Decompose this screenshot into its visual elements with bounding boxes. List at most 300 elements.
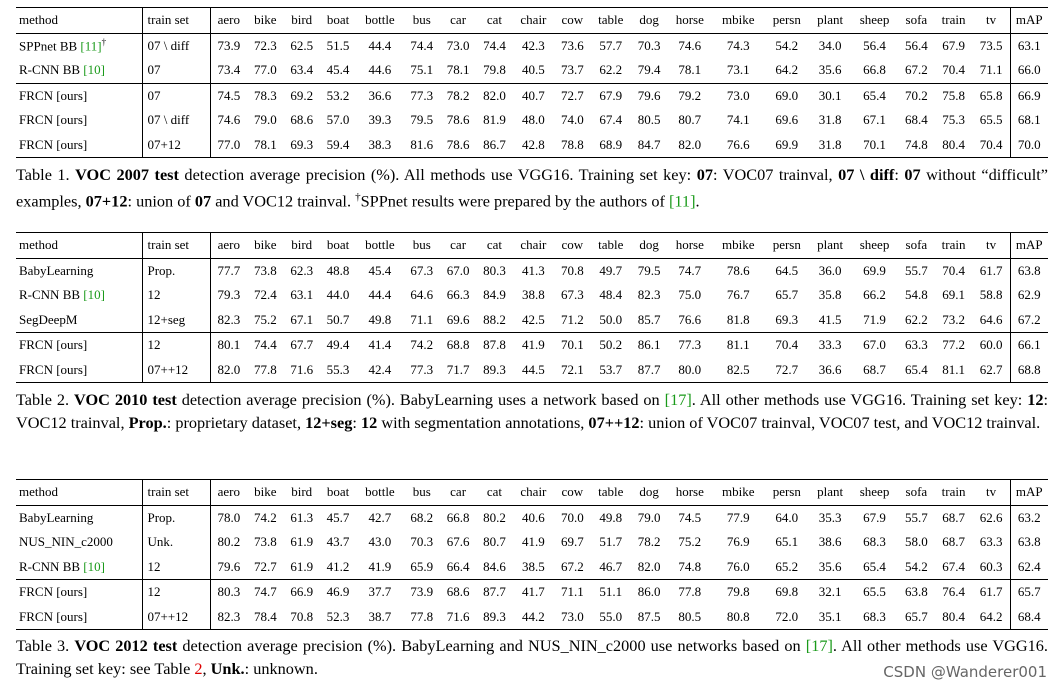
ap-value-cell: 50.0 <box>599 311 623 327</box>
ap-value-cell: 65.5 <box>851 580 898 605</box>
ap-value-cell: 62.7 <box>973 358 1010 383</box>
ap-value-cell: 69.7 <box>560 534 584 550</box>
ap-value-cell: 63.2 <box>1010 505 1048 530</box>
column-header: mAP <box>1010 233 1048 259</box>
column-header: dog <box>631 233 667 259</box>
ap-value-cell: 77.3 <box>404 83 440 108</box>
ap-value-cell: 89.3 <box>476 358 512 383</box>
ap-value-cell: 69.6 <box>775 112 799 128</box>
ap-value-cell: 67.4 <box>599 112 623 128</box>
ap-value-cell: 62.5 <box>290 37 314 53</box>
ap-value-cell: 67.0 <box>446 262 470 278</box>
ap-value-cell: 62.2 <box>904 311 928 327</box>
ap-value-cell: 64.6 <box>979 311 1003 327</box>
ap-value-cell: 82.0 <box>637 558 661 574</box>
method-cell <box>16 258 142 283</box>
ap-value-cell: 73.9 <box>404 580 440 605</box>
ap-value-cell: 82.0 <box>476 83 512 108</box>
caption-text: detection average precision (%). All methods use VGG16. Training set key: <box>178 165 697 184</box>
ap-value-cell: 82.0 <box>210 358 247 383</box>
ap-value-cell: 66.9 <box>284 580 320 605</box>
ap-value-cell: 76.6 <box>712 133 764 158</box>
ap-value-cell: 41.5 <box>818 311 842 327</box>
table-row <box>16 108 1048 133</box>
ap-value-cell: 68.7 <box>942 509 965 525</box>
ap-value-cell: 41.9 <box>513 333 555 358</box>
ap-value-cell: 51.7 <box>599 534 623 550</box>
ap-value-cell: 56.4 <box>863 37 886 53</box>
column-header: bottle <box>356 8 403 34</box>
ap-value-cell: 36.6 <box>356 83 403 108</box>
table-row <box>16 358 1048 383</box>
ap-value-cell: 72.0 <box>764 605 809 630</box>
method-name: FRCN [ours] <box>19 112 88 128</box>
ap-value-cell: 67.2 <box>904 62 928 78</box>
ap-value-cell: 62.6 <box>979 509 1003 525</box>
ap-value-cell: 76.4 <box>935 580 973 605</box>
method-name: SegDeepM <box>19 311 78 327</box>
column-header: persn <box>764 480 809 506</box>
table2-caption <box>16 388 1048 434</box>
ap-value-cell: 63.8 <box>1010 258 1048 283</box>
ap-value-cell: 72.4 <box>253 287 277 303</box>
ap-value-cell: 75.2 <box>678 534 702 550</box>
caption-text: : unknown. <box>244 659 318 678</box>
ap-value-cell: 87.7 <box>631 358 667 383</box>
ap-value-cell: 67.1 <box>290 311 314 327</box>
method-cell <box>16 605 142 630</box>
ap-value-cell: 48.4 <box>599 287 623 303</box>
ap-value-cell: 69.9 <box>764 133 809 158</box>
ap-value-cell: 74.2 <box>253 509 277 525</box>
footnote-mark: † <box>101 37 107 48</box>
ap-value-cell: 52.3 <box>320 605 356 630</box>
ap-value-cell: 74.6 <box>210 108 247 133</box>
column-header: boat <box>320 233 356 259</box>
ap-value-cell: 78.2 <box>440 83 476 108</box>
train-set-cell: 07+12 <box>142 133 210 158</box>
ap-value-cell: 48.8 <box>326 262 350 278</box>
citation-link: [11] <box>80 38 102 54</box>
ap-value-cell: 72.1 <box>554 358 590 383</box>
column-header: horse <box>667 233 712 259</box>
ap-value-cell: 70.4 <box>942 262 965 278</box>
ap-value-cell: 78.3 <box>247 83 283 108</box>
ap-value-cell: 71.6 <box>440 605 476 630</box>
train-set-cell: Unk. <box>142 530 210 555</box>
ap-value-cell: 68.9 <box>591 133 631 158</box>
ap-value-cell: 80.2 <box>483 509 506 525</box>
ap-value-cell: 42.5 <box>522 311 545 327</box>
caption-text: 07 <box>194 191 212 211</box>
table-row <box>16 33 1048 58</box>
method-cell <box>16 505 142 530</box>
column-header: bike <box>247 233 283 259</box>
ap-value-cell: 63.8 <box>1010 530 1048 555</box>
ap-value-cell: 69.0 <box>764 83 809 108</box>
citation-link: [10] <box>83 558 105 574</box>
ap-value-cell: 69.3 <box>775 311 799 327</box>
column-header: aero <box>210 233 247 259</box>
ap-value-cell: 68.6 <box>440 580 476 605</box>
ap-value-cell: 35.6 <box>818 62 842 78</box>
ap-value-cell: 74.7 <box>247 580 283 605</box>
ap-value-cell: 74.4 <box>247 333 283 358</box>
ap-value-cell: 46.9 <box>320 580 356 605</box>
train-set-cell: 07 \ diff <box>142 108 210 133</box>
method-cell <box>16 83 142 108</box>
ap-value-cell: 42.7 <box>368 509 392 525</box>
caption-text: Unk. <box>210 659 245 678</box>
column-header: bird <box>284 480 320 506</box>
ap-value-cell: 66.0 <box>1010 58 1048 83</box>
column-header: boat <box>320 480 356 506</box>
column-header: method <box>16 233 142 259</box>
method-name: FRCN [ours] <box>19 608 88 624</box>
ap-value-cell: 41.2 <box>326 558 350 574</box>
column-header: bottle <box>356 233 403 259</box>
ap-value-cell: 38.7 <box>356 605 403 630</box>
method-cell <box>16 58 142 83</box>
method-name: R-CNN BB <box>19 287 81 303</box>
ap-value-cell: 82.3 <box>210 605 247 630</box>
table1-caption <box>16 163 1048 212</box>
ap-value-cell: 78.8 <box>554 133 590 158</box>
column-header: train <box>935 480 973 506</box>
ap-value-cell: 70.1 <box>851 133 898 158</box>
ap-value-cell: 41.9 <box>522 534 545 550</box>
train-set-cell: 07 \ diff <box>142 33 210 58</box>
ap-value-cell: 71.2 <box>560 311 584 327</box>
caption-text: : union of VOC07 trainval, VOC07 test, and VOC12 trainval. <box>639 413 1041 432</box>
ap-value-cell: 55.7 <box>904 509 928 525</box>
column-header: sofa <box>898 233 934 259</box>
ap-value-cell: 41.9 <box>368 558 392 574</box>
column-header: sofa <box>898 8 934 34</box>
method-name: FRCN [ours] <box>19 337 88 353</box>
column-header: car <box>440 8 476 34</box>
ap-value-cell: 64.6 <box>410 287 434 303</box>
ap-value-cell: 79.8 <box>483 62 506 78</box>
ap-value-cell: 70.0 <box>1010 133 1048 158</box>
ap-value-cell: 80.5 <box>637 112 661 128</box>
ap-value-cell: 79.0 <box>637 509 661 525</box>
ap-value-cell: 40.5 <box>522 62 545 78</box>
ap-value-cell: 62.4 <box>1010 555 1048 580</box>
ap-value-cell: 79.3 <box>210 283 247 308</box>
ap-value-cell: 75.8 <box>935 83 973 108</box>
ap-value-cell: 41.4 <box>356 333 403 358</box>
column-header: plant <box>809 233 851 259</box>
train-set-cell: 07++12 <box>142 605 210 630</box>
column-header: plant <box>809 8 851 34</box>
column-header: dog <box>631 480 667 506</box>
ap-value-cell: 42.8 <box>513 133 555 158</box>
ap-value-cell: 42.4 <box>356 358 403 383</box>
train-set-cell: 12 <box>142 333 210 358</box>
table-header-row <box>16 233 1048 259</box>
column-header: tv <box>973 480 1010 506</box>
caption-text: Prop. <box>128 413 167 432</box>
ap-value-cell: 70.8 <box>284 605 320 630</box>
column-header: chair <box>513 8 555 34</box>
ap-value-cell: 61.7 <box>973 580 1010 605</box>
ap-value-cell: 48.0 <box>522 112 545 128</box>
ap-value-cell: 68.3 <box>863 534 886 550</box>
ap-value-cell: 73.2 <box>942 311 965 327</box>
voc2010-results-table <box>16 232 1048 383</box>
column-header: train set <box>142 480 210 506</box>
method-name: NUS_NIN_c2000 <box>19 534 113 550</box>
ap-value-cell: 61.9 <box>290 534 314 550</box>
ap-value-cell: 86.7 <box>476 133 512 158</box>
caption-text: 12 <box>1027 390 1044 409</box>
voc2012-results-table <box>16 479 1048 630</box>
ap-value-cell: 72.3 <box>253 37 277 53</box>
train-set-cell: Prop. <box>142 258 210 283</box>
ap-value-cell: 79.8 <box>712 580 764 605</box>
ap-value-cell: 63.1 <box>1010 33 1048 58</box>
ap-value-cell: 78.2 <box>637 534 661 550</box>
ap-value-cell: 61.3 <box>290 509 314 525</box>
ap-value-cell: 44.4 <box>368 287 392 303</box>
ap-value-cell: 73.0 <box>712 83 764 108</box>
ap-value-cell: 57.7 <box>599 37 623 53</box>
ap-value-cell: 79.5 <box>410 112 434 128</box>
ap-value-cell: 65.4 <box>851 83 898 108</box>
ap-value-cell: 56.4 <box>904 37 928 53</box>
ap-value-cell: 49.4 <box>320 333 356 358</box>
ap-value-cell: 75.1 <box>410 62 434 78</box>
table-reference-link: 2 <box>194 659 203 678</box>
footnote-mark: † <box>355 191 361 203</box>
ap-value-cell: 82.3 <box>637 287 661 303</box>
ap-value-cell: 77.8 <box>667 580 712 605</box>
ap-value-cell: 55.3 <box>320 358 356 383</box>
column-header: sheep <box>851 8 898 34</box>
method-name: BabyLearning <box>19 262 94 278</box>
train-set-cell: 07++12 <box>142 358 210 383</box>
ap-value-cell: 73.0 <box>446 37 470 53</box>
ap-value-cell: 54.8 <box>904 287 928 303</box>
ap-value-cell: 86.0 <box>631 580 667 605</box>
ap-value-cell: 78.0 <box>210 505 247 530</box>
ap-value-cell: 82.5 <box>712 358 764 383</box>
column-header: method <box>16 8 142 34</box>
ap-value-cell: 70.1 <box>554 333 590 358</box>
ap-value-cell: 67.3 <box>560 287 584 303</box>
ap-value-cell: 35.1 <box>809 605 851 630</box>
ap-value-cell: 68.2 <box>410 509 434 525</box>
ap-value-cell: 61.9 <box>290 558 314 574</box>
ap-value-cell: 65.2 <box>775 558 799 574</box>
column-header: train set <box>142 8 210 34</box>
caption-text: with segmentation annotations, <box>377 413 589 432</box>
column-header: persn <box>764 233 809 259</box>
ap-value-cell: 80.5 <box>667 605 712 630</box>
ap-value-cell: 67.1 <box>863 112 886 128</box>
ap-value-cell: 35.8 <box>818 287 842 303</box>
ap-value-cell: 70.3 <box>410 534 434 550</box>
ap-value-cell: 68.4 <box>904 112 928 128</box>
ap-value-cell: 80.1 <box>210 333 247 358</box>
train-set-cell: 12 <box>142 283 210 308</box>
ap-value-cell: 62.2 <box>599 62 623 78</box>
train-set-cell: 12 <box>142 555 210 580</box>
column-header: bus <box>404 233 440 259</box>
train-set-cell: 07 <box>142 58 210 83</box>
ap-value-cell: 80.0 <box>667 358 712 383</box>
ap-value-cell: 74.5 <box>678 509 702 525</box>
table-row <box>16 58 1048 83</box>
ap-value-cell: 44.2 <box>513 605 555 630</box>
ap-value-cell: 77.3 <box>667 333 712 358</box>
ap-value-cell: 74.5 <box>210 83 247 108</box>
caption-text: . All other methods use VGG16. Training set key: <box>691 390 1028 409</box>
ap-value-cell: 68.4 <box>1010 605 1048 630</box>
column-header: aero <box>210 8 247 34</box>
ap-value-cell: 80.7 <box>483 534 506 550</box>
column-header: mbike <box>712 233 764 259</box>
ap-value-cell: 65.7 <box>775 287 799 303</box>
ap-value-cell: 68.1 <box>1010 108 1048 133</box>
train-set-cell: 12 <box>142 580 210 605</box>
ap-value-cell: 64.5 <box>775 262 799 278</box>
table-row <box>16 133 1048 158</box>
ap-value-cell: 70.2 <box>898 83 934 108</box>
caption-text: VOC 2012 test <box>74 636 178 655</box>
ap-value-cell: 64.2 <box>973 605 1010 630</box>
table-row <box>16 505 1048 530</box>
ap-value-cell: 81.9 <box>483 112 506 128</box>
ap-value-cell: 38.8 <box>522 287 545 303</box>
column-header: sheep <box>851 480 898 506</box>
table-row <box>16 605 1048 630</box>
column-header: bird <box>284 233 320 259</box>
ap-value-cell: 66.9 <box>1010 83 1048 108</box>
column-header: horse <box>667 480 712 506</box>
citation-link: [10] <box>83 287 105 303</box>
column-header: horse <box>667 8 712 34</box>
caption-text: detection average precision (%). BabyLearning uses a network based on <box>176 390 665 409</box>
ap-value-cell: 38.6 <box>818 534 842 550</box>
column-header: sheep <box>851 233 898 259</box>
ap-value-cell: 78.6 <box>446 112 470 128</box>
table-row <box>16 258 1048 283</box>
caption-text: and VOC12 trainval. <box>211 191 356 211</box>
column-header: mAP <box>1010 480 1048 506</box>
method-cell <box>16 333 142 358</box>
ap-value-cell: 54.2 <box>775 37 799 53</box>
column-header: persn <box>764 8 809 34</box>
ap-value-cell: 44.4 <box>368 37 392 53</box>
ap-value-cell: 46.7 <box>599 558 623 574</box>
ap-value-cell: 59.4 <box>320 133 356 158</box>
ap-value-cell: 66.8 <box>863 62 886 78</box>
method-cell <box>16 308 142 333</box>
ap-value-cell: 41.7 <box>513 580 555 605</box>
ap-value-cell: 79.6 <box>210 555 247 580</box>
ap-value-cell: 80.2 <box>210 530 247 555</box>
ap-value-cell: 84.6 <box>483 558 506 574</box>
caption-text: 12+seg <box>305 413 353 432</box>
caption-text: : VOC07 trainval, <box>712 165 839 184</box>
caption-text: 07++12 <box>588 413 640 432</box>
ap-value-cell: 67.7 <box>284 333 320 358</box>
ap-value-cell: 84.7 <box>631 133 667 158</box>
ap-value-cell: 70.4 <box>764 333 809 358</box>
ap-value-cell: 73.4 <box>210 58 247 83</box>
train-set-cell: 07 <box>142 83 210 108</box>
ap-value-cell: 68.7 <box>851 358 898 383</box>
ap-value-cell: 74.0 <box>560 112 584 128</box>
ap-value-cell: 63.4 <box>290 62 314 78</box>
ap-value-cell: 63.8 <box>898 580 934 605</box>
caption-text: 07 <box>904 165 921 184</box>
ap-value-cell: 67.9 <box>942 37 965 53</box>
ap-value-cell: 69.1 <box>942 287 965 303</box>
ap-value-cell: 70.4 <box>942 62 965 78</box>
ap-value-cell: 53.2 <box>320 83 356 108</box>
ap-value-cell: 63.3 <box>898 333 934 358</box>
caption-text: SPPnet results were prepared by the authors of <box>360 191 669 211</box>
citation-link: [10] <box>83 62 105 78</box>
ap-value-cell: 78.6 <box>440 133 476 158</box>
ap-value-cell: 76.7 <box>726 287 750 303</box>
ap-value-cell: 69.3 <box>284 133 320 158</box>
method-cell <box>16 530 142 555</box>
ap-value-cell: 77.0 <box>210 133 247 158</box>
ap-value-cell: 38.3 <box>356 133 403 158</box>
method-cell <box>16 580 142 605</box>
ap-value-cell: 68.6 <box>290 112 314 128</box>
ap-value-cell: 68.7 <box>942 534 965 550</box>
ap-value-cell: 70.3 <box>637 37 661 53</box>
column-header: bus <box>404 8 440 34</box>
ap-value-cell: 35.3 <box>818 509 842 525</box>
caption-text: : union of <box>127 191 195 211</box>
citation-link: [17] <box>664 390 692 409</box>
caption-text: without “difficult” examples, <box>16 165 1048 211</box>
ap-value-cell: 68.8 <box>440 333 476 358</box>
column-header: chair <box>513 233 555 259</box>
table-header-row <box>16 8 1048 34</box>
caption-text: 07 <box>696 165 713 184</box>
method-cell <box>16 358 142 383</box>
train-set-cell: 12+seg <box>142 308 210 333</box>
ap-value-cell: 81.1 <box>935 358 973 383</box>
ap-value-cell: 42.3 <box>522 37 545 53</box>
column-header: tv <box>973 8 1010 34</box>
method-name: SPPnet BB <box>19 38 78 54</box>
ap-value-cell: 65.4 <box>898 358 934 383</box>
ap-value-cell: 31.8 <box>809 133 851 158</box>
ap-value-cell: 60.3 <box>979 558 1003 574</box>
ap-value-cell: 72.7 <box>764 358 809 383</box>
ap-value-cell: 66.4 <box>446 558 470 574</box>
ap-value-cell: 74.7 <box>678 262 702 278</box>
ap-value-cell: 66.1 <box>1010 333 1048 358</box>
ap-value-cell: 65.5 <box>979 112 1003 128</box>
column-header: mbike <box>712 480 764 506</box>
column-header: car <box>440 233 476 259</box>
watermark: CSDN @Wanderer001 <box>883 663 1047 681</box>
method-name: FRCN [ours] <box>19 584 88 600</box>
ap-value-cell: 71.6 <box>284 358 320 383</box>
ap-value-cell: 82.3 <box>210 308 247 333</box>
citation-link: [11] <box>668 191 696 211</box>
column-header: cat <box>476 233 512 259</box>
